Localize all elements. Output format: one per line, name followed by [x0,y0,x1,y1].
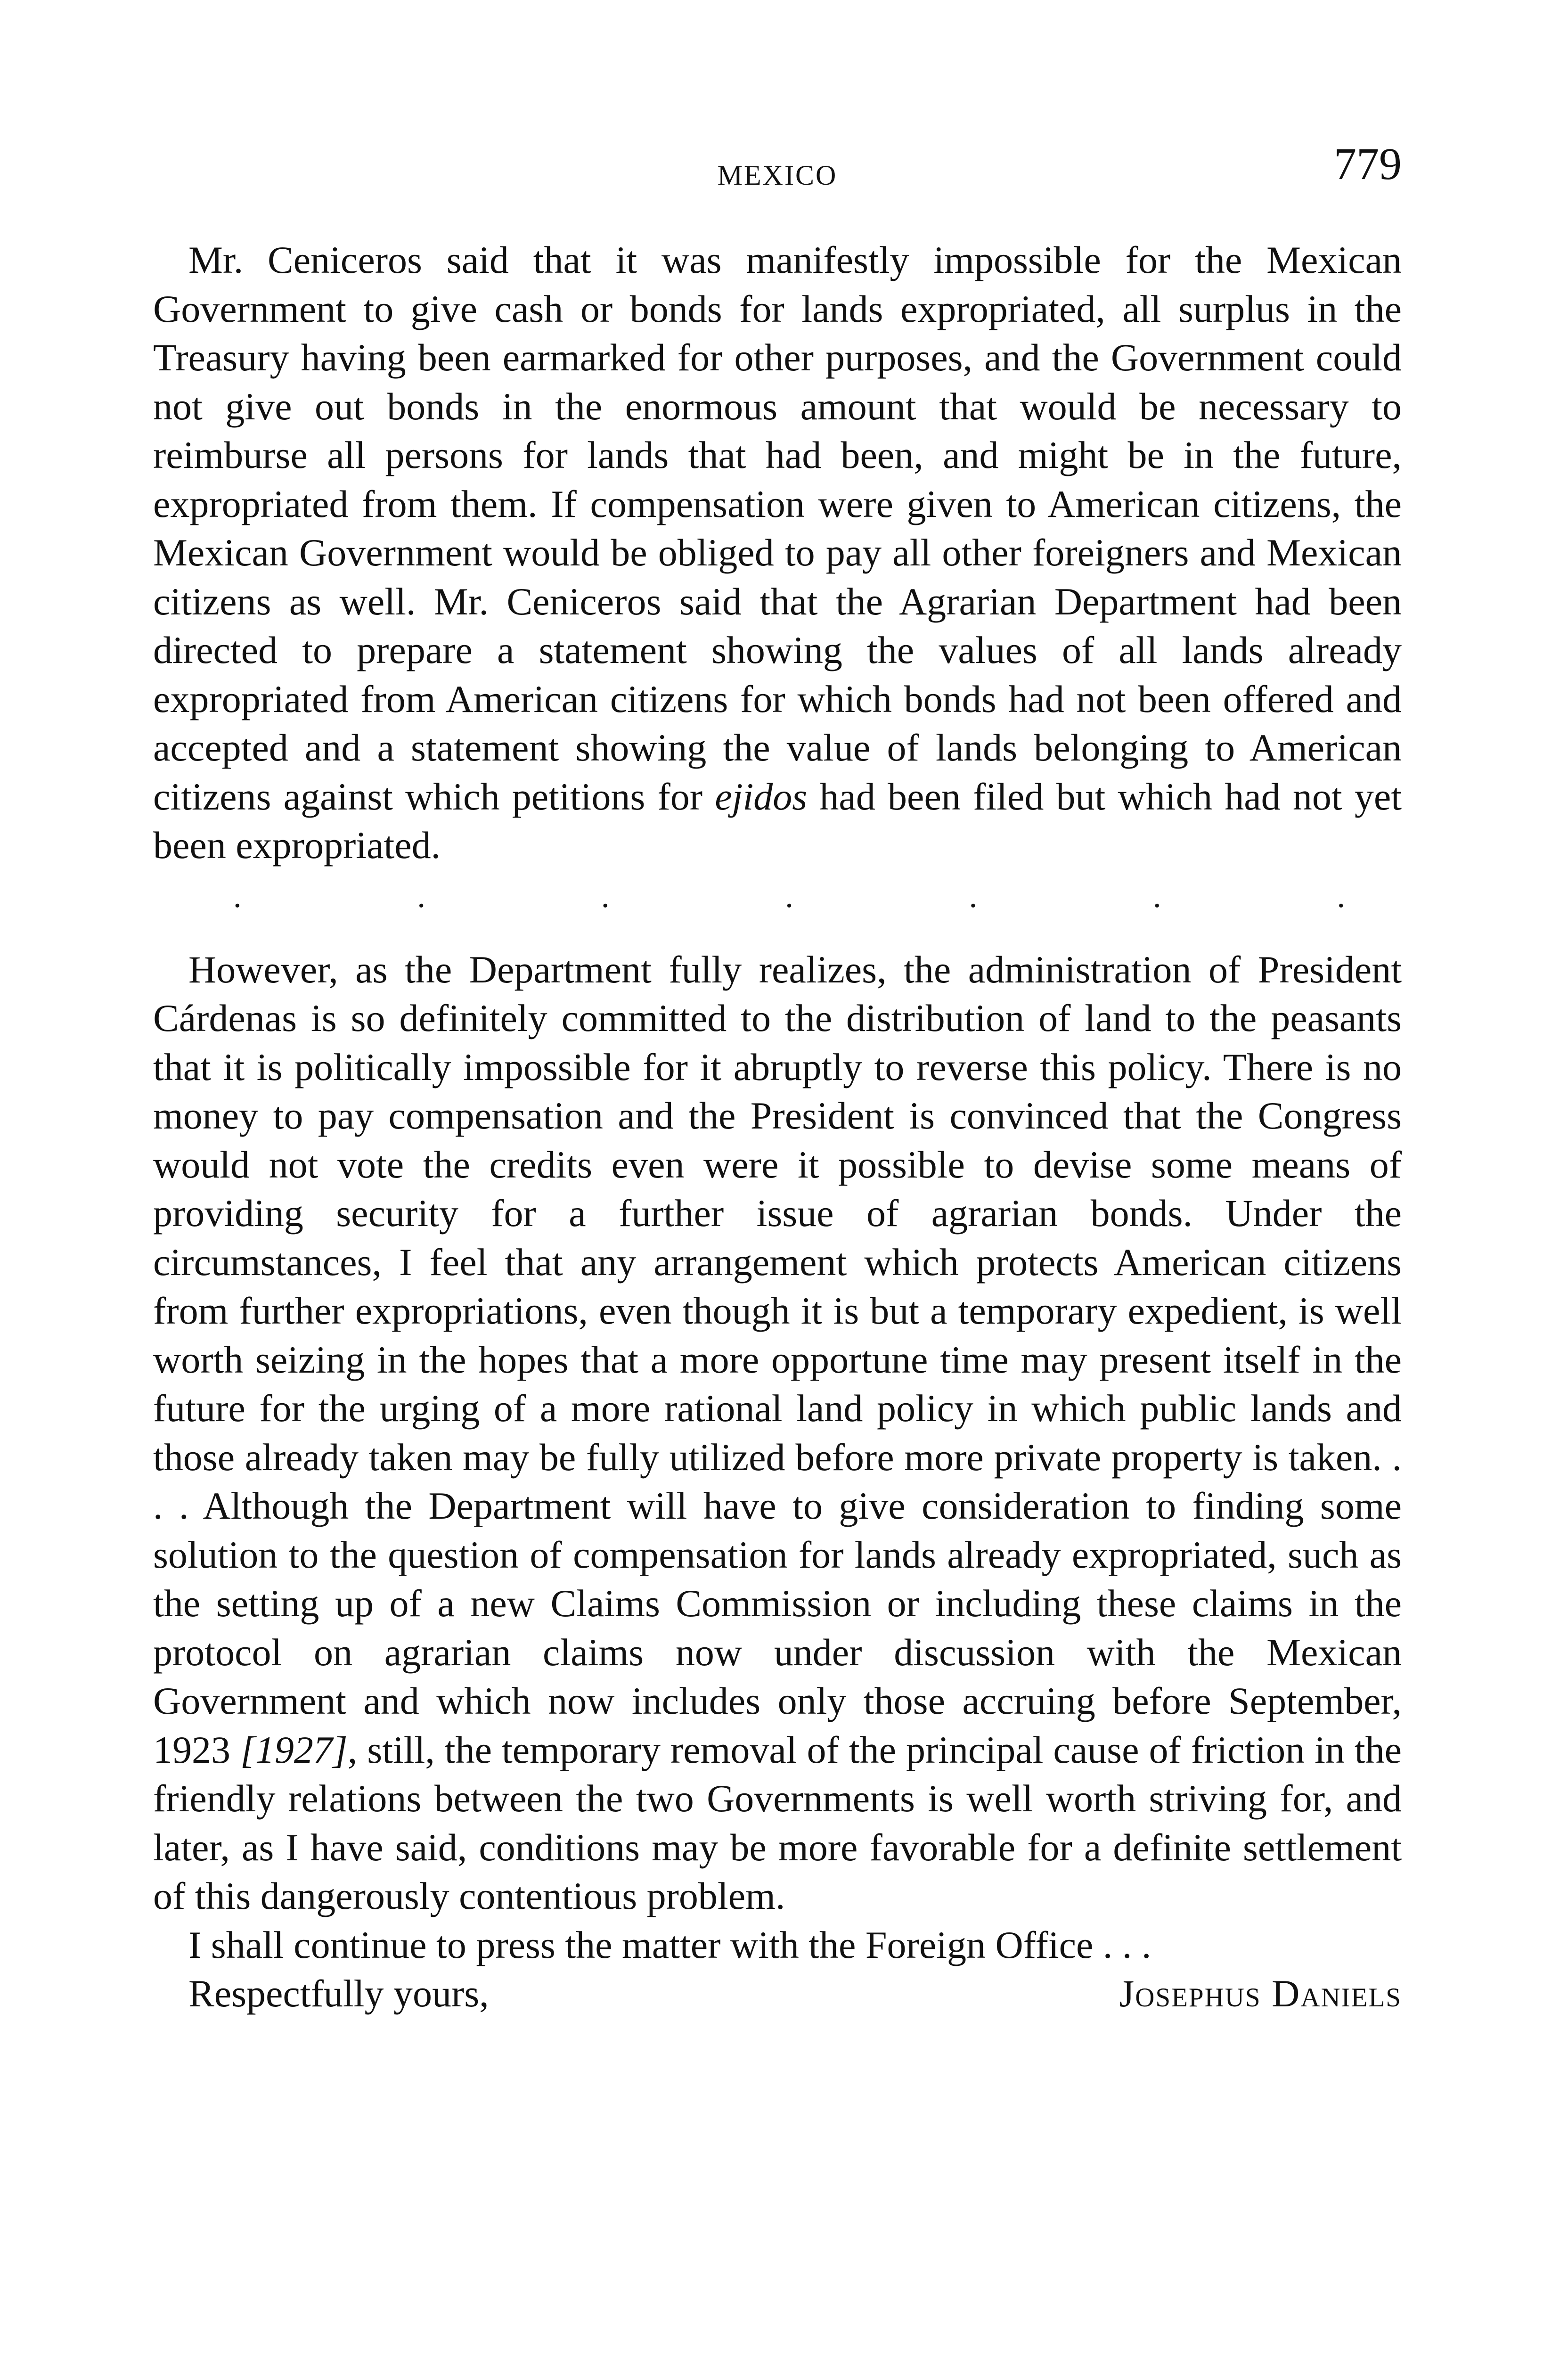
signer-name: Josephus Daniels [1119,1972,1402,2015]
ellipsis-break [153,870,1402,945]
ellipsis-dot: . [1337,878,1345,915]
ellipsis-dot: . [601,878,610,915]
signoff [153,1969,1402,2018]
paragraph-foreign-office: I shall continue to press the matter with the Foreign Office . . . [188,1923,1152,1966]
ellipsis-dot: . [969,878,978,915]
ellipsis-dots [233,880,1345,913]
ellipsis-dot: . [417,878,425,915]
paragraph-department [153,945,1402,1921]
editorial-year-correction: [1927] [240,1728,348,1771]
ellipsis-dot: . [785,878,793,915]
running-head [153,141,1402,207]
paragraph-department-end: , still, the temporary removal of the principal cause of friction in the friendly relations between the two Governments is well worth striving for, and later, as I have said, conditions may be more favorable for a definite settlement of this dangerously contentious problem. [153,1728,1402,1917]
paragraph-ceniceros-text: Mr. Ceniceros said that it was manifestly impossible for the Mexican Government to give cash or bonds for lands expropriated, all surplus in the Treasury having been earmarked for other purposes, and the Government could not give out bonds in the enormous amount that would be necessary to reimburse all persons for lands that had been, and might be in the future, expropriated from them. If compensation were given to American citizens, the Mexican Government would be obliged to pay all other foreigners and Mexican citizens as well. Mr. Ceniceros said that the Agrarian Department had been directed to prepare a statement showing the values of all lands already expropriated from American citizens for which bonds had not been offered and accepted and a statement showing the value of lands belonging to American citizens against which petitions for [153,238,1402,818]
paragraph-ceniceros-end: had been filed but which had not yet been expropriated. [153,775,1402,867]
closing-phrase: Respectfully yours, [188,1972,489,2015]
ejidos-term: ejidos [715,775,808,818]
body-text [153,236,1402,2018]
paragraph-department-text: However, as the Department fully realizes, the administration of President Cárdenas is so definitely committed to the distribution of land to the peasants that it is politically impossible for it abruptly to reverse this policy. There is no money to pay compensation and the President is convinced that the Congress would not vote the credits even were it possible to devise some means of providing security for a further issue of agrarian bonds. Under the circumstances, I feel that any arrangement which protects American citizens from further expropriations, even though it is but a temporary expedient, is well worth seizing in the hopes that a more opportune time may present itself in the future for the urging of a more rational land policy in which public lands and those already taken may be fully utilized before more private property is taken. . . . Although the Department will have to give consideration to finding some solution to the question of compensation for lands already expropriated, such as the setting up of a new Claims Commission or including these claims in the protocol on agrarian claims now under discussion with the Mexican Government and which now includes only those accruing before September, 1923 [153,948,1402,1771]
running-title: MEXICO [717,160,838,191]
page-number: 779 [1334,139,1402,189]
ellipsis-dot: . [1153,878,1161,915]
ellipsis-dot: . [233,878,242,915]
paragraph-ceniceros [153,236,1402,870]
